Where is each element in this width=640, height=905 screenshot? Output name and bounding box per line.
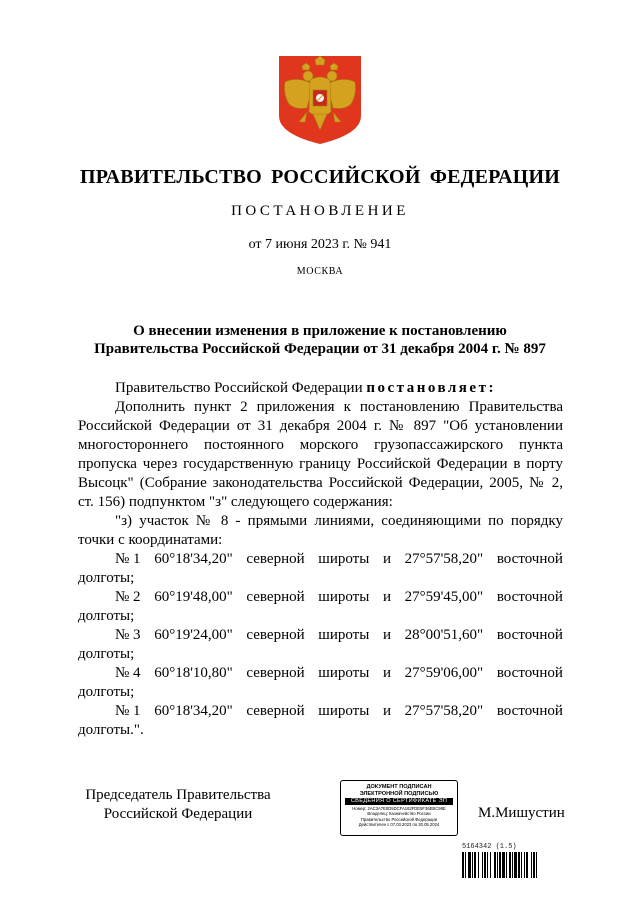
- intro-decree-word: постановляет:: [366, 380, 496, 396]
- coordinate-lat-word2: широты: [318, 627, 370, 643]
- coordinate-lon-word: восточной: [496, 589, 563, 605]
- amendment-paragraph: Дополнить пункт 2 приложения к постановлению Правительства Российской Федерации от 31 декабря 2004 г. № 897 "Об установлении многостороннего постоянного морского грузопассажирского пункта пропуска через государственную границу Российской Федерации в порту Высоцк" (Собрание законодательства Российской Федерации, 2005, № 2, ст. 156) подпунктом "з" следующего содержания:: [78, 399, 563, 510]
- coordinate-lat-word: северной: [246, 703, 305, 719]
- russian-coat-of-arms-icon: [277, 54, 363, 146]
- stamp-certificate-number: Номер: 2AC3A7E0D5DCFA163FDE5F36EBC98E: [352, 806, 446, 811]
- coordinate-lat: 60°19'48,00": [154, 589, 233, 605]
- signatory-position-line-1: Председатель Правительства: [85, 787, 271, 803]
- coordinate-lat: 60°18'34,20": [154, 551, 233, 567]
- document-type: ПОСТАНОВЛЕНИЕ: [231, 203, 409, 219]
- coordinate-lon-word: восточной: [496, 551, 563, 567]
- coordinate-num: № 3: [115, 627, 141, 643]
- coordinate-row: [78, 588, 563, 607]
- coordinate-lat-word: северной: [246, 665, 305, 681]
- stamp-certificate-header: СВЕДЕНИЯ О СЕРТИФИКАТЕ ЭП: [345, 798, 453, 805]
- coordinate-lat: 60°18'10,80": [154, 665, 233, 681]
- coordinate-num: № 2: [115, 589, 141, 605]
- subject-line-1: О внесении изменения в приложение к постановлению: [133, 323, 507, 339]
- stamp-validity: Действителен с 07.03.2023 по 30.05.2024: [358, 822, 440, 828]
- coordinate-lon-word: восточной: [496, 665, 563, 681]
- document-city: МОСКВА: [296, 266, 344, 277]
- coordinate-tail: долготы;: [78, 684, 135, 700]
- coordinates-list: [78, 550, 563, 740]
- signatory-position-line-2: Российской Федерации: [103, 806, 253, 822]
- document-body: [78, 379, 563, 740]
- stamp-line-1: ДОКУМЕНТ ПОДПИСАН: [366, 784, 432, 790]
- coordinate-tail: долготы;: [78, 570, 135, 586]
- document-subject: [60, 322, 580, 358]
- coordinate-and: и: [382, 589, 391, 605]
- coordinate-lat: 60°19'24,00": [154, 627, 233, 643]
- coordinate-lat-word2: широты: [318, 589, 370, 605]
- stamp-line-2: ЭЛЕКТРОННОЙ ПОДПИСЬЮ: [359, 790, 439, 797]
- coordinate-tail: долготы.".: [78, 722, 144, 738]
- electronic-signature-stamp: [340, 780, 458, 836]
- coordinate-lat: 60°18'34,20": [154, 703, 233, 719]
- stamp-organization: Правительство Российской Федерации: [360, 816, 438, 822]
- coordinate-row: [78, 702, 563, 721]
- coordinate-lon-word: восточной: [496, 703, 563, 719]
- document-date-number: от 7 июня 2023 г. № 941: [248, 237, 392, 252]
- coordinate-lat-word: северной: [246, 589, 305, 605]
- coordinate-lon: 27°57'58,20": [404, 551, 484, 567]
- coordinate-num: № 4: [115, 665, 141, 681]
- stamp-owner: Владелец: Казначейство России: [367, 811, 431, 817]
- intro-text: Правительство Российской Федерации: [115, 380, 367, 396]
- coordinate-lon: 27°59'45,00": [404, 589, 484, 605]
- coordinate-lat-word: северной: [246, 627, 305, 643]
- barcode-label: 5164342 (1.5): [462, 843, 517, 851]
- coordinate-lat-word2: широты: [318, 551, 370, 567]
- coordinate-lat-word2: широты: [318, 703, 370, 719]
- coordinate-row: [78, 664, 563, 683]
- coordinate-and: и: [382, 703, 391, 719]
- coordinate-tail: долготы;: [78, 608, 135, 624]
- coordinate-lon: 27°59'06,00": [404, 665, 484, 681]
- government-title: ПРАВИТЕЛЬСТВО РОССИЙСКОЙ ФЕДЕРАЦИИ: [80, 166, 560, 188]
- coordinate-lon-word: восточной: [496, 627, 563, 643]
- barcode-icon: [462, 852, 566, 878]
- coordinate-row: [78, 550, 563, 569]
- coordinate-row: [78, 626, 563, 645]
- section-paragraph: "з) участок № 8 - прямыми линиями, соединяющими по порядку точки с координатами:: [78, 513, 563, 548]
- coordinate-tail: долготы;: [78, 646, 135, 662]
- coordinate-lat-word2: широты: [318, 665, 370, 681]
- coordinate-num: № 1: [115, 551, 141, 567]
- coordinate-num: № 1: [115, 703, 141, 719]
- intro-paragraph: [78, 379, 563, 398]
- coordinate-and: и: [382, 627, 391, 643]
- coordinate-lon: 28°00'51,60": [404, 627, 484, 643]
- coordinate-lat-word: северной: [246, 551, 305, 567]
- coordinate-lon: 27°57'58,20": [404, 703, 484, 719]
- signatory-position: [78, 786, 278, 824]
- signatory-name: М.Мишустин: [478, 805, 565, 821]
- coordinate-and: и: [382, 665, 391, 681]
- coordinate-and: и: [382, 551, 391, 567]
- subject-line-2: Правительства Российской Федерации от 31 декабря 2004 г. № 897: [94, 341, 546, 357]
